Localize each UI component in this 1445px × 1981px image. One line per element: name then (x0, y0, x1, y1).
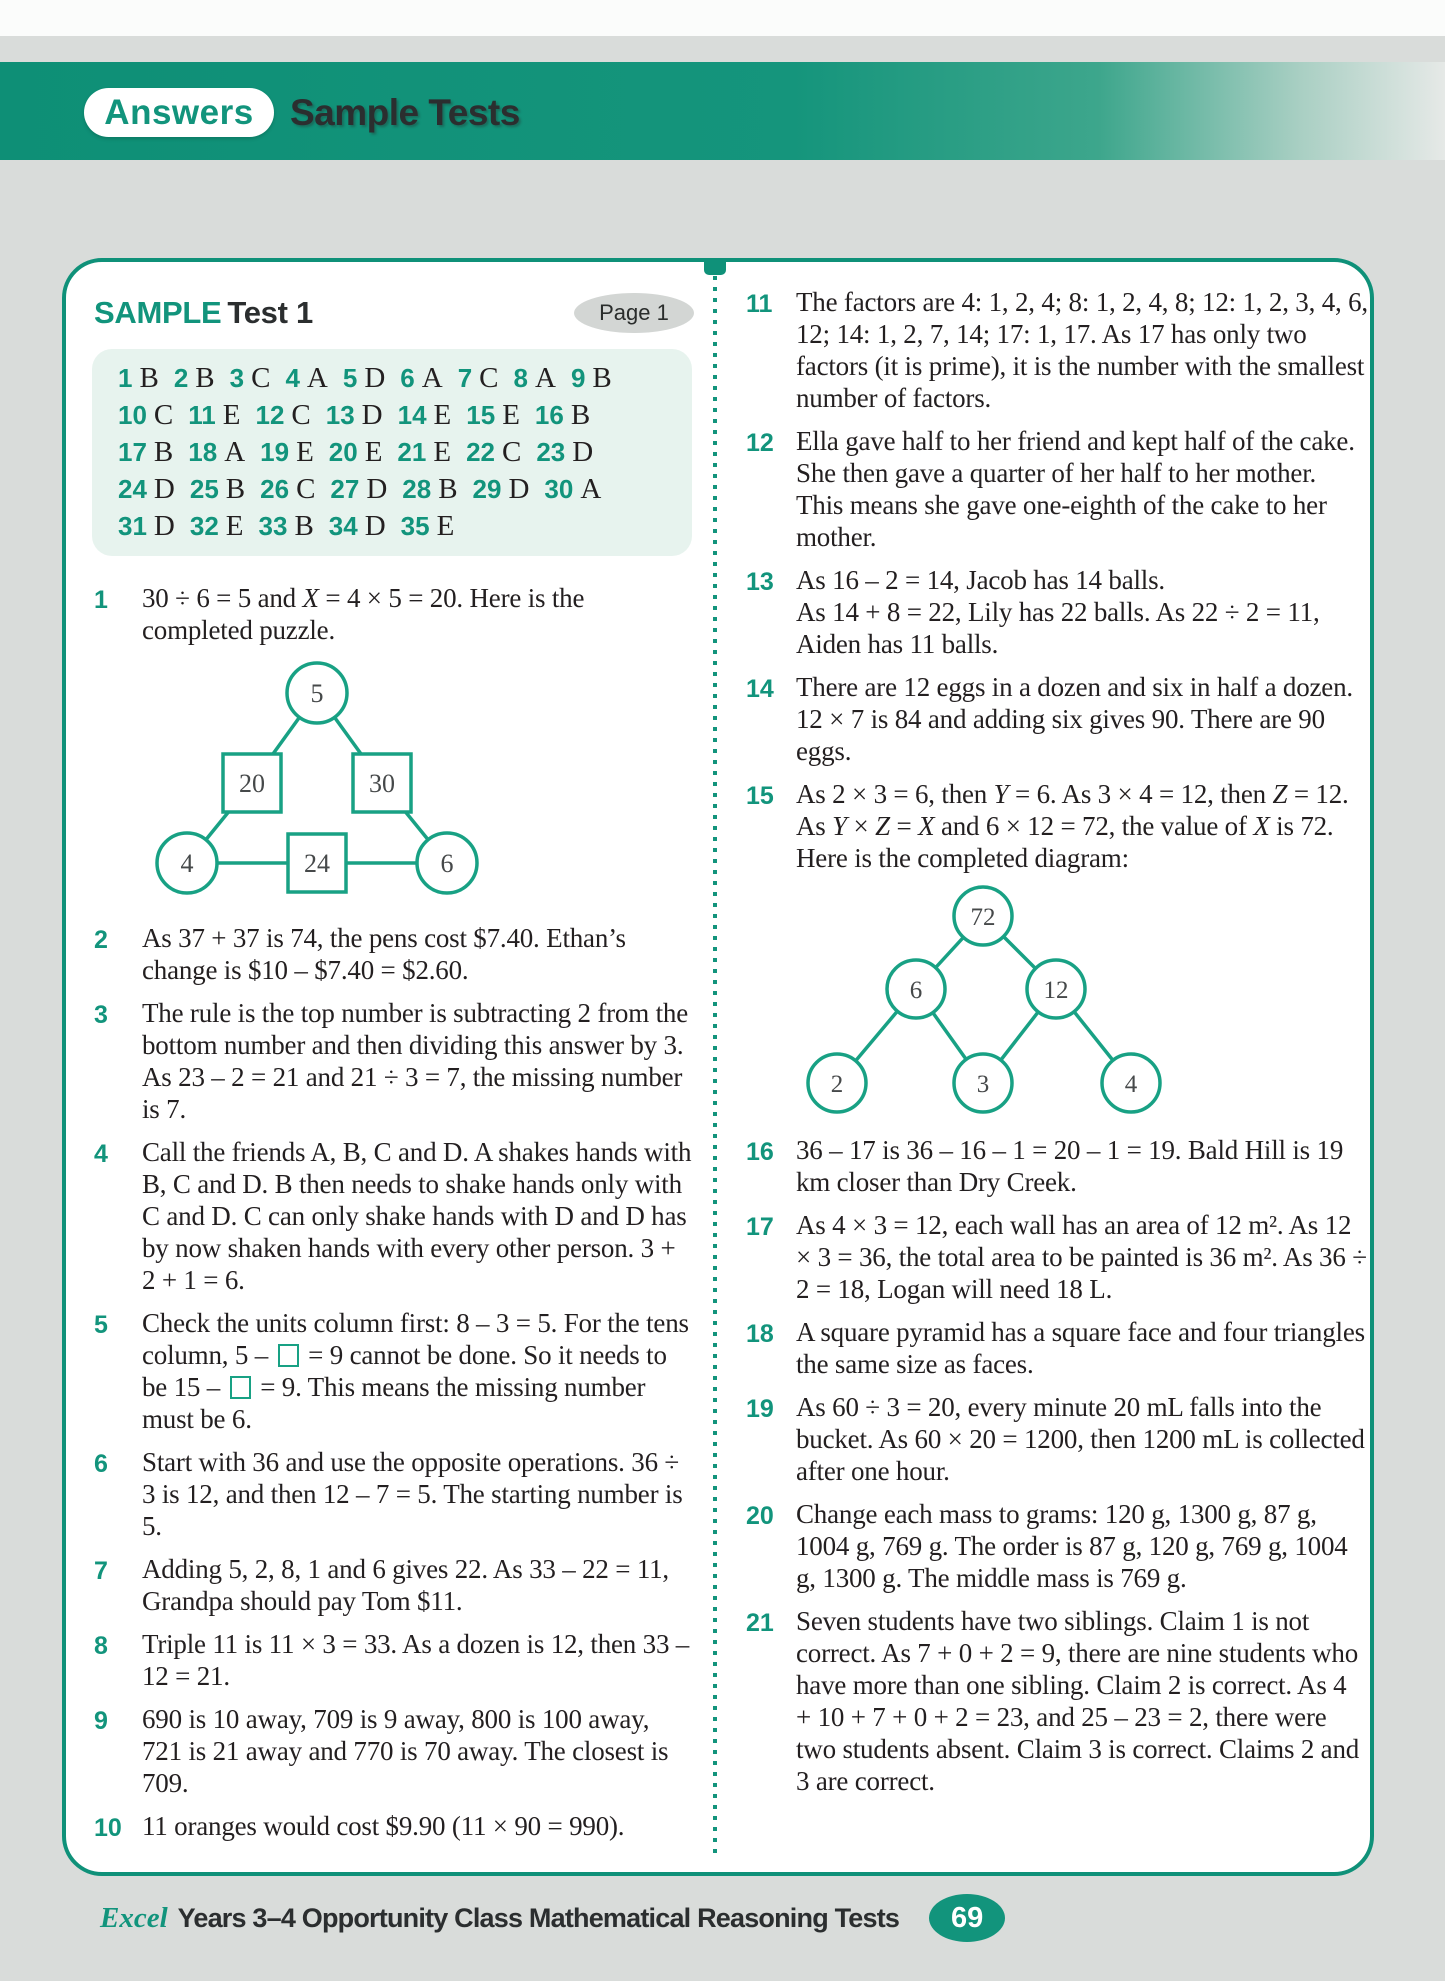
answer-letter: E (436, 510, 455, 542)
answer-pair (118, 399, 174, 431)
answer-question-number: 18 (188, 437, 218, 467)
item-number: 2 (94, 926, 108, 954)
triangle-puzzle-diagram (152, 657, 694, 908)
solution-item (94, 1628, 694, 1692)
item-number: 1 (94, 586, 108, 614)
item-text: As 2 × 3 = 6, then Y = 6. As 3 × 4 = 12, then Z = 12. As Y × Z = X and 6 × 12 = 72, the value of X is 72. Here is the completed diagram: (796, 779, 1349, 873)
answer-question-number: 23 (536, 437, 566, 467)
answer-letter: A (534, 362, 556, 394)
triangle-node-top-value: 5 (310, 679, 324, 708)
item-text: Adding 5, 2, 8, 1 and 6 gives 22. As 33 – 22 = 11, Grandpa should pay Tom $11. (142, 1554, 669, 1616)
answer-question-number: 33 (258, 511, 288, 541)
answer-pair (536, 436, 594, 468)
right-solutions-list (746, 286, 1368, 1797)
page-badge: Page 1 (574, 293, 694, 333)
italic-variable: X (1253, 811, 1270, 841)
answer-pair (189, 510, 244, 542)
left-solutions-list (94, 582, 694, 1843)
answer-question-number: 8 (513, 363, 528, 393)
answer-pair (285, 362, 328, 394)
answer-key-row (118, 436, 684, 473)
item-number: 15 (746, 782, 774, 810)
item-number: 13 (746, 568, 774, 596)
answer-letter: B (438, 473, 458, 505)
answer-letter: B (570, 399, 591, 431)
factor-tree-diagram (806, 885, 1368, 1122)
answer-question-number: 5 (342, 363, 358, 393)
answer-key-row (118, 362, 684, 399)
tree-node-leaf-right-value: 4 (1124, 1071, 1138, 1098)
answer-pair (402, 473, 458, 505)
header-title: Sample Tests (290, 92, 520, 133)
tree-node-mid-right-value: 12 (1043, 977, 1069, 1004)
header-band (0, 62, 1445, 160)
answer-pair (118, 473, 175, 505)
item-number: 19 (746, 1395, 774, 1423)
answer-letter: E (502, 399, 520, 431)
answer-question-number: 22 (466, 437, 495, 467)
italic-variable: Z (1272, 779, 1288, 809)
answer-pair (513, 362, 556, 394)
content-box (62, 258, 1374, 1876)
tree-node-leaf-mid-value: 3 (976, 1071, 990, 1098)
answer-letter: D (366, 473, 388, 505)
answer-question-number: 21 (397, 437, 427, 467)
tree-node-root-value: 72 (970, 904, 996, 931)
factor-tree-svg (806, 885, 1168, 1117)
answer-question-number: 4 (285, 363, 300, 393)
answer-pair (466, 399, 520, 431)
triangle-node-bottom-left-value: 4 (180, 849, 194, 878)
answer-question-number: 35 (400, 511, 430, 541)
answer-letter: A (580, 473, 602, 505)
solution-item (746, 286, 1368, 414)
item-number: 21 (746, 1609, 774, 1637)
answer-letter: A (421, 362, 443, 394)
answer-letter: D (153, 473, 175, 505)
column-divider-nub (704, 258, 726, 275)
answer-letter: B (153, 436, 174, 468)
item-text: Call the friends A, B, C and D. A shakes hands with B, C and D. B then needs to shake hands only with C and D. C can only shake hands with D and D has by now shaken hands with every other person. 3 + 2 + 1 = 6. (142, 1137, 692, 1295)
item-text: A square pyramid has a square face and four triangles the same size as faces. (796, 1317, 1365, 1379)
answer-question-number: 9 (570, 363, 586, 393)
answer-question-number: 16 (534, 400, 564, 430)
answer-letter: B (592, 362, 612, 394)
item-number: 10 (94, 1814, 122, 1842)
italic-variable: Z (875, 811, 890, 841)
right-column (746, 286, 1368, 1808)
footer-brand: Excel (100, 1901, 168, 1934)
answer-pair (118, 362, 159, 394)
answer-key-row (118, 473, 684, 510)
answer-letter: A (306, 362, 328, 394)
answer-question-number: 34 (328, 511, 358, 541)
answer-question-number: 25 (189, 474, 219, 504)
answer-letter: B (225, 473, 246, 505)
footer-page-number-badge: 69 (929, 1894, 1005, 1942)
answer-letter: E (433, 436, 452, 468)
item-number: 16 (746, 1138, 774, 1166)
answers-badge-label: Answers (104, 92, 254, 132)
item-text: There are 12 eggs in a dozen and six in half a dozen. 12 × 7 is 84 and adding six gives 90. There are 90 eggs. (796, 672, 1353, 766)
item-number: 18 (746, 1320, 774, 1348)
answer-pair (466, 436, 522, 468)
solution-item (94, 1810, 694, 1843)
item-text: Seven students have two siblings. Claim 1 is not correct. As 7 + 0 + 2 = 9, there are nine students who have more than one sibling. Claim 2 is correct. As 4 + 10 + 7 + 0 + 2 = 23, and 25 – 23 = 2, there were two students absent. Claim 3 is correct. Claims 2 and 3 are correct. (796, 1606, 1360, 1796)
item-number: 9 (94, 1707, 108, 1735)
answer-question-number: 13 (325, 400, 355, 430)
answer-key (92, 349, 692, 556)
triangle-node-right-value: 30 (369, 769, 395, 798)
answer-letter: D (364, 510, 386, 542)
answer-pair (328, 436, 383, 468)
left-column (94, 292, 694, 1854)
triangle-node-left-value: 20 (239, 769, 265, 798)
sample-test-header (94, 292, 694, 334)
triangle-node-bottom-right-value: 6 (440, 849, 454, 878)
solution-item (746, 778, 1368, 874)
answer-pair (255, 399, 311, 431)
answer-pair (328, 510, 386, 542)
answer-pair (397, 436, 452, 468)
answer-question-number: 30 (544, 474, 574, 504)
answer-key-row (118, 399, 684, 436)
italic-variable: X (918, 811, 935, 841)
solution-item (94, 922, 694, 986)
answer-letter: B (195, 362, 215, 394)
item-number: 11 (746, 290, 773, 318)
answer-letter: C (153, 399, 174, 431)
answer-question-number: 3 (229, 363, 245, 393)
solution-item (746, 1316, 1368, 1380)
item-text: 11 oranges would cost $9.90 (11 × 90 = 990). (142, 1811, 625, 1841)
answer-question-number: 10 (118, 400, 147, 430)
italic-variable: Y (993, 779, 1009, 809)
answer-question-number: 7 (457, 363, 473, 393)
item-text: Start with 36 and use the opposite operations. 36 ÷ 3 is 12, and then 12 – 7 = 5. The starting number is 5. (142, 1447, 683, 1541)
solution-item (746, 1391, 1368, 1487)
answer-pair (534, 399, 591, 431)
answer-letter: D (361, 399, 383, 431)
solution-item (94, 997, 694, 1125)
tree-node-mid-left-value: 6 (909, 977, 923, 1004)
blank-square-icon (278, 1344, 299, 1367)
answer-letter: C (296, 473, 316, 505)
answer-pair (188, 436, 246, 468)
answer-pair (229, 362, 271, 394)
answer-question-number: 6 (400, 363, 415, 393)
sample-test-title (94, 295, 313, 331)
footer (100, 1894, 1005, 1942)
answer-question-number: 17 (118, 437, 147, 467)
item-text: Ella gave half to her friend and kept half of the cake. She then gave a quarter of her half to her mother. This means she gave one-eighth of the cake to her mother. (796, 426, 1355, 552)
answer-letter: A (224, 436, 246, 468)
solution-item (94, 1446, 694, 1542)
answer-pair (118, 510, 175, 542)
item-text: As 16 – 2 = 14, Jacob has 14 balls. As 14 + 8 = 22, Lily has 22 balls. As 22 ÷ 2 = 11, Aiden has 11 balls. (796, 565, 1320, 659)
item-text: Triple 11 is 11 × 3 = 33. As a dozen is 12, then 33 – 12 = 21. (142, 1629, 690, 1691)
solution-item (746, 1498, 1368, 1594)
answer-question-number: 20 (328, 437, 358, 467)
blank-square-icon (230, 1376, 251, 1399)
answer-letter: D (364, 362, 386, 394)
solution-item (94, 1307, 694, 1435)
footer-title: Years 3–4 Opportunity Class Mathematical Reasoning Tests (177, 1902, 900, 1933)
answer-question-number: 31 (118, 511, 147, 541)
item-text: Check the units column first: 8 – 3 = 5. For the tens column, 5 – = 9 cannot be done. So it needs to be 15 – = 9. This means the missing number must be 6. (142, 1308, 689, 1434)
solution-item (746, 1209, 1368, 1305)
answer-question-number: 28 (402, 474, 432, 504)
answer-question-number: 12 (255, 400, 285, 430)
item-number: 17 (746, 1213, 774, 1241)
answer-question-number: 32 (189, 511, 219, 541)
answer-letter: C (291, 399, 311, 431)
answer-letter: D (572, 436, 594, 468)
answer-pair (325, 399, 383, 431)
item-number: 4 (94, 1140, 108, 1168)
answer-letter: B (139, 362, 159, 394)
solution-item (94, 1703, 694, 1799)
item-text: 30 ÷ 6 = 5 and X = 4 × 5 = 20. Here is the completed puzzle. (142, 583, 585, 645)
item-text: 36 – 17 is 36 – 16 – 1 = 20 – 1 = 19. Bald Hill is 19 km closer than Dry Creek. (796, 1135, 1344, 1197)
answer-letter: E (225, 510, 244, 542)
solution-item (94, 582, 694, 646)
answer-pair (400, 510, 455, 542)
answer-question-number: 11 (188, 400, 216, 430)
sample-label: SAMPLE (94, 295, 222, 330)
item-number: 3 (94, 1001, 108, 1029)
answer-question-number: 1 (118, 363, 133, 393)
solution-item (746, 1134, 1368, 1198)
item-text: The rule is the top number is subtracting 2 from the bottom number and then dividing this answer by 3. As 23 – 2 = 21 and 21 ÷ 3 = 7, the missing number is 7. (142, 998, 688, 1124)
item-text: As 60 ÷ 3 = 20, every minute 20 mL falls into the bucket. As 60 × 20 = 1200, then 1200 mL is collected after one hour. (796, 1392, 1365, 1486)
answer-pair (189, 473, 246, 505)
answer-letter: E (433, 399, 452, 431)
answer-letter: B (294, 510, 314, 542)
answer-pair (397, 399, 452, 431)
answer-pair (570, 362, 612, 394)
answer-question-number: 24 (118, 474, 147, 504)
answer-question-number: 26 (260, 474, 290, 504)
column-divider (713, 276, 717, 1856)
answer-pair (260, 473, 316, 505)
solution-item (94, 1136, 694, 1296)
item-number: 14 (746, 675, 774, 703)
item-text: 690 is 10 away, 709 is 9 away, 800 is 100 away, 721 is 21 away and 770 is 70 away. The closest is 709. (142, 1704, 669, 1798)
answer-letter: E (296, 436, 314, 468)
answer-pair (118, 436, 174, 468)
answer-key-row (118, 510, 684, 547)
answer-pair (457, 362, 499, 394)
answer-pair (258, 510, 314, 542)
answer-pair (400, 362, 443, 394)
answer-letter: C (501, 436, 522, 468)
answer-letter: C (479, 362, 499, 394)
answer-pair (173, 362, 215, 394)
top-strip (0, 0, 1445, 36)
triangle-puzzle-svg (152, 657, 482, 903)
triangle-node-bottom-mid-value: 24 (304, 849, 330, 878)
solution-item (746, 671, 1368, 767)
item-number: 12 (746, 429, 774, 457)
answer-question-number: 2 (173, 363, 189, 393)
italic-variable: X (302, 583, 319, 613)
answer-question-number: 14 (397, 400, 427, 430)
solution-item (746, 1605, 1368, 1797)
item-number: 6 (94, 1450, 108, 1478)
answer-letter: E (222, 399, 241, 431)
tree-node-leaf-left-value: 2 (830, 1071, 844, 1098)
item-number: 5 (94, 1311, 108, 1339)
answer-letter: D (508, 473, 530, 505)
answer-pair (342, 362, 386, 394)
answer-pair (188, 399, 241, 431)
item-text: Change each mass to grams: 120 g, 1300 g, 87 g, 1004 g, 769 g. The order is 87 g, 120 g, 769 g, 1004 g, 1300 g. The middle mass is 769 g. (796, 1499, 1348, 1593)
item-number: 8 (94, 1632, 108, 1660)
solution-item (94, 1553, 694, 1617)
italic-variable: Y (832, 811, 847, 841)
answer-question-number: 19 (260, 437, 290, 467)
answer-question-number: 27 (330, 474, 360, 504)
item-number: 7 (94, 1557, 108, 1585)
solution-item (746, 564, 1368, 660)
answer-question-number: 15 (466, 400, 496, 430)
test-label: Test 1 (227, 295, 313, 330)
answer-letter: C (251, 362, 271, 394)
answer-pair (260, 436, 314, 468)
answer-question-number: 29 (472, 474, 502, 504)
answer-pair (544, 473, 602, 505)
answer-letter: D (153, 510, 175, 542)
answer-pair (472, 473, 530, 505)
item-text: As 37 + 37 is 74, the pens cost $7.40. Ethan’s change is $10 – $7.40 = $2.60. (142, 923, 626, 985)
item-text: The factors are 4: 1, 2, 4; 8: 1, 2, 4, 8; 12: 1, 2, 3, 4, 6, 12; 14: 1, 2, 7, 14; 17: 1, 17. As 17 has only two factors (it is prime), it is the number with the smallest number of factors. (796, 287, 1368, 413)
item-text: As 4 × 3 = 12, each wall has an area of 12 m². As 12 × 3 = 36, the total area to be painted is 36 m². As 36 ÷ 2 = 18, Logan will need 18 L. (796, 1210, 1367, 1304)
answers-badge (84, 88, 274, 137)
answer-letter: E (364, 436, 383, 468)
solution-item (746, 425, 1368, 553)
item-number: 20 (746, 1502, 774, 1530)
answer-pair (330, 473, 388, 505)
